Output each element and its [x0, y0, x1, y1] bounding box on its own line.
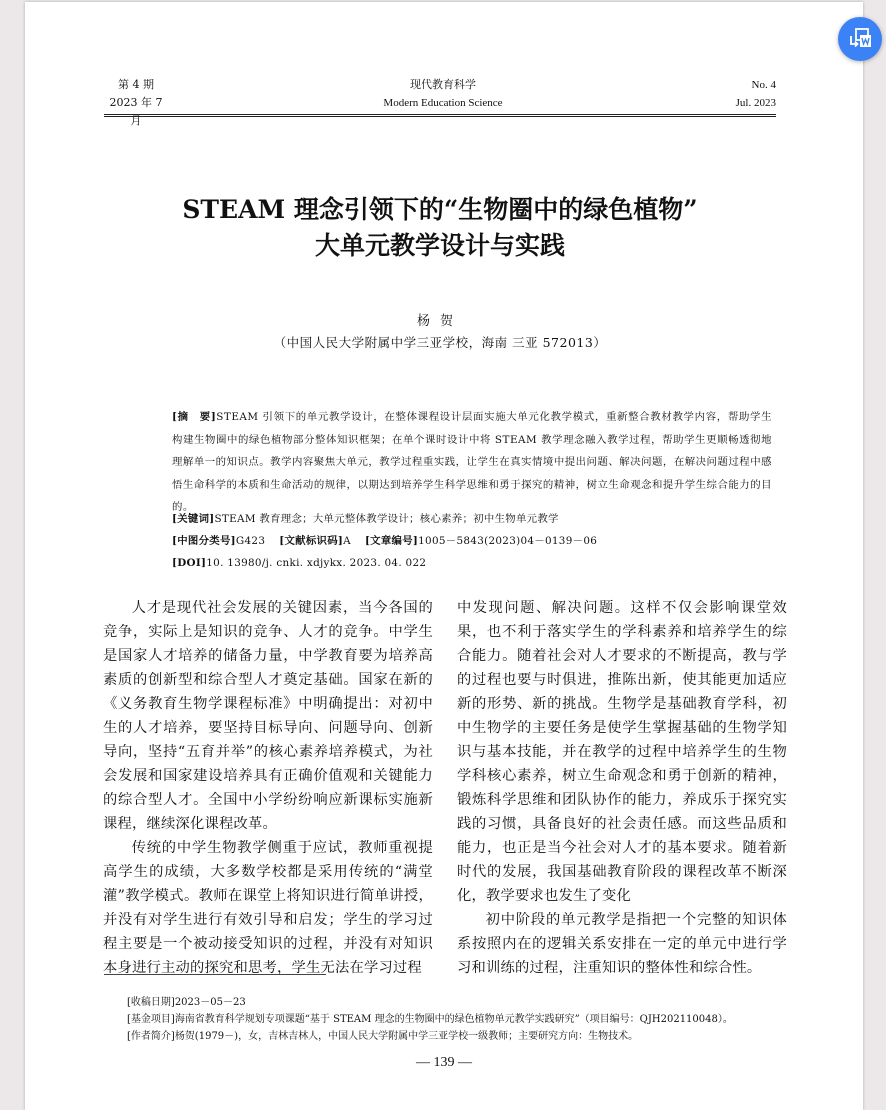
body-column-right — [457, 596, 787, 980]
page-number: — 139 — — [416, 1055, 472, 1070]
footnote-fund — [127, 1012, 733, 1028]
body-paragraph: 初中阶段的单元教学是指把一个完整的知识体系按照内在的逻辑关系安排在一定的单元中进行学习和训练的过程，注重知识的整体性和综合性。 — [457, 912, 787, 976]
author-name: 杨贺 — [416, 314, 463, 329]
author-bio-value: 杨贺(1979－)，女，吉林吉林人，中国人民大学附属中学三亚学校一级教师；主要研究方向：生物技术。 — [174, 1031, 639, 1042]
footnote-received — [127, 995, 246, 1011]
abstract-text: STEAM 引领下的单元教学设计，在整体课程设计层面实施大单元化教学模式，重新整合教材教学内容，帮助学生构建生物圈中的绿色植物部分整体知识框架；在单个课时设计中将 STEAM 教学理念融入教学过程，帮助学生更顺畅透彻地理解单一的知识点。教学内容聚焦大单元，教学过程重实践，让学生在真实情境中提出问题、解决问题，在解决问题过程中感悟生命科学的本质和生命活动的规律，以期达到培养学生科学思维和勇于探究的精神，树立生命观念和提升学生综合能力的目的。 — [172, 411, 772, 513]
abstract — [148, 406, 772, 519]
article-title-line1: STEAM 理念引领下的“生物圈中的绿色植物” — [182, 195, 698, 224]
issue-info-en — [700, 76, 776, 112]
footnote-rule — [104, 974, 326, 975]
header-rule — [104, 116, 776, 117]
doi-value[interactable]: 10. 13980/j. cnki. xdjykx. 2023. 04. 022 — [206, 557, 427, 569]
body-paragraph: 中发现问题、解决问题。这样不仅会影响课堂效果，也不利于落实学生的学科素养和培养学生的综合能力。随着社会对人才要求的不断提高，教与学的过程也要与时俱进，推陈出新，使其能更加适应新的形势、新的挑战。生物学是基础教育学科，初中生物学的主要任务是使学生掌握基础的生物学知识与基本技能，并在教学的过程中培养学生的生物学科核心素养，树立生命观念和勇于创新的精神，锻炼科学思维和团队协作的能力，养成乐于探究实践的习惯，具备良好的社会责任感。而这些品质和能力，也正是当今社会对人才的基本要求。随着新时代的发展，我国基础教育阶段的课程改革不断深化，教学要求也发生了变化 — [457, 600, 787, 904]
issue-info-cn — [104, 76, 168, 130]
header-rule — [104, 114, 776, 115]
journal-name-en: Modern Education Science — [383, 97, 503, 109]
footnote-author — [127, 1029, 638, 1045]
issue-number-en: No. 4 — [751, 79, 776, 91]
doc-code-label: [文献标识码] — [279, 535, 344, 547]
article-number-label: [文章编号] — [364, 535, 419, 547]
author-bio-label: [作者简介] — [127, 1031, 175, 1042]
translate-to-word-icon — [847, 27, 873, 51]
journal-name — [343, 76, 543, 112]
author-affiliation: （中国人民大学附属中学三亚学校，海南 三亚 572013） — [273, 335, 607, 350]
clc-label: [中图分类号] — [172, 535, 236, 547]
keywords-label: [关键词] — [172, 513, 215, 525]
body-paragraph: 人才是现代社会发展的关键因素，当今各国的竞争，实际上是知识的竞争、人才的竞争。中学生是国家人才培养的储备力量，中学教育要为培养高素质的创新型和综合型人才奠定基础。国家在新的《义务教育生物学课程标准》中明确提出：对初中生的人才培养，要坚持目标导向、问题导向、创新导向，坚持“五育并举”的核心素养培养模式，为社会发展和国家建设培养具有正确价值观和关键能力的综合型人才。全国中小学纷纷响应新课标实施新课程，继续深化课程改革。 — [103, 600, 433, 832]
doi — [172, 552, 426, 574]
received-value: 2023－05－23 — [174, 997, 246, 1008]
doc-code-value: A — [343, 535, 351, 547]
issue-date-cn: 2023 年 7 月 — [109, 96, 163, 127]
received-label: [收稿日期] — [127, 997, 175, 1008]
keywords — [172, 508, 559, 530]
abstract-label: [摘 要] — [172, 411, 217, 423]
keywords-text: STEAM 教育理念；大单元整体教学设计；核心素养；初中生物单元教学 — [214, 513, 559, 525]
classification — [172, 530, 597, 552]
journal-name-cn: 现代教育科学 — [410, 78, 476, 91]
article-title-line2: 大单元教学设计与实践 — [314, 231, 565, 260]
doi-label: [DOI] — [172, 557, 207, 569]
fund-label: [基金项目] — [127, 1014, 175, 1025]
article-number-value: 1005－5843(2023)04－0139－06 — [418, 535, 598, 547]
body-paragraph: 传统的中学生物教学侧重于应试，教师重视提高学生的成绩，大多数学校都是采用传统的“满堂灌”教学模式。教师在课堂上将知识进行简单讲授，并没有对学生进行有效引导和启发；学生的学习过程主要是一个被动接受知识的过程，并没有对知识本身进行主动的探究和思考，学生无法在学习过程 — [103, 840, 433, 976]
clc-value: G423 — [235, 535, 266, 547]
body-column-left — [103, 596, 433, 980]
translate-document-button[interactable] — [838, 17, 882, 61]
issue-date-en: Jul. 2023 — [735, 97, 776, 109]
issue-number-cn: 第 4 期 — [118, 78, 154, 91]
fund-value: 海南省教育科学规划专项课题“基于 STEAM 理念的生物圈中的绿色植物单元教学实践研究”（项目编号：QJH202110048）。 — [174, 1014, 733, 1025]
